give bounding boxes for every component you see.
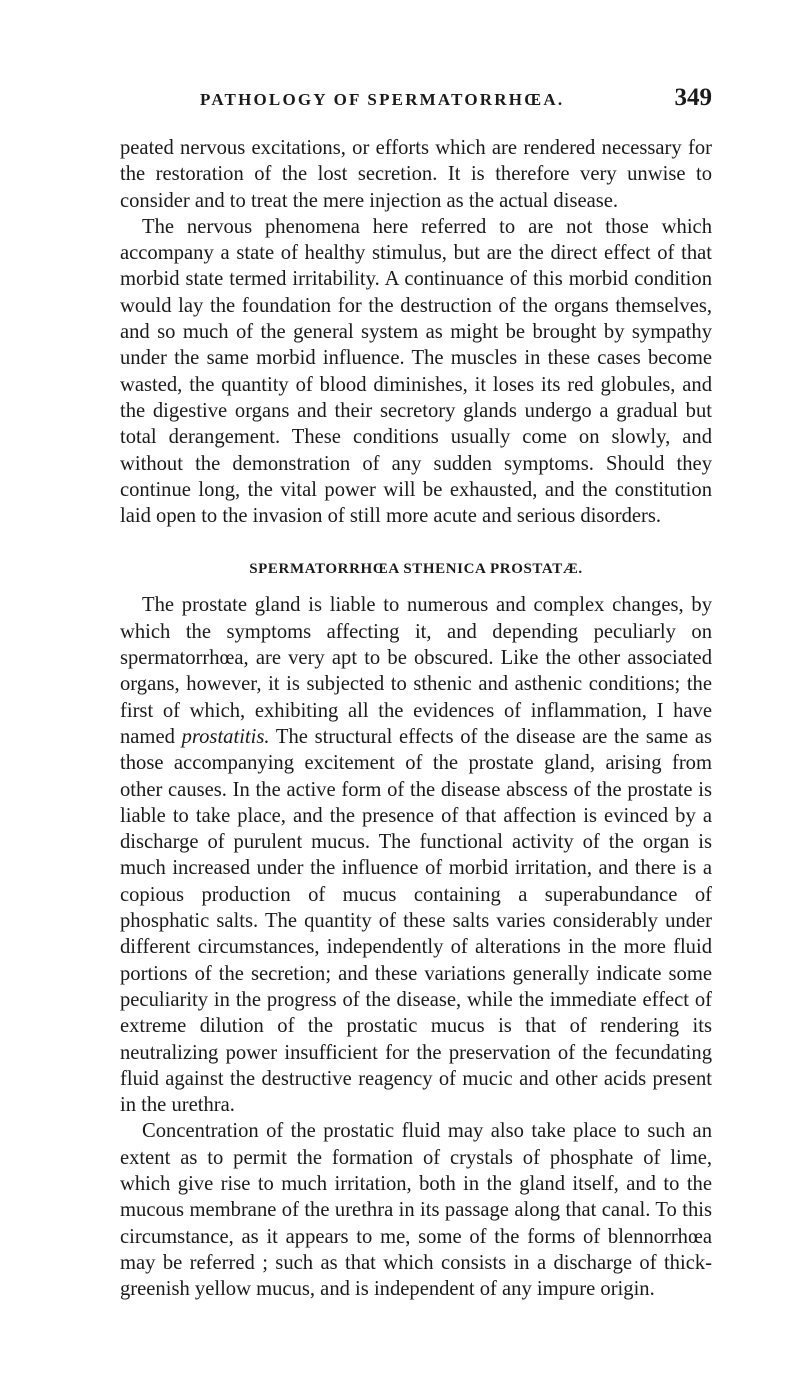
paragraph-concentration: Concentration of the prostatic fluid may also take place to such an extent as to permit the formation of crystals of phosphate of lime, which give rise to much irritation, both in the gland itself, and to the mucous membrane of the urethra in its passage along that canal. To this circumstance, as it appears to me, some of the forms of blennorrhœa may be referred ; such as that which consists in a discharge of thick-greenish yellow mucus, and is independent of any impure origin. [120,1120,712,1301]
paragraph-prostate-gland [120,592,712,1118]
paragraph-continued: peated nervous excitations, or efforts which are rendered necessary for the restoration of the lost secretion. It is therefore very unwise to consider and to treat the mere injection as the actual disease. [120,137,712,212]
page-header [120,84,712,114]
running-head: PATHOLOGY OF SPERMATORRHŒA. [200,90,565,109]
paragraph-text-after: The structural effects of the disease are the same as those accompanying excitement of the prostate gland, arising from other causes. In the active form of the disease abscess of the prostate is liable to take place, and the presence of that affection is evinced by a discharge of purulent mucus. The functional activity of the organ is much increased under the influence of morbid irritation, and there is a copious production of mucus containing a superabundance of phosphatic salts. The quantity of these salts varies considerably under different circumstances, independently of alterations in the more fluid portions of the secretion; and these variations generally indicate some peculiarity in the progress of the disease, while the immediate effect of extreme dilution of the prostatic mucus is that of rendering its neutralizing power insufficient for the preservation of the fecundating fluid against the destructive reagency of mucic and other acids present in the urethra. [120,725,712,1117]
section-heading: SPERMATORRHŒA STHENICA PROSTATÆ. [249,561,583,578]
body-text [120,135,712,1302]
term-prostatitis: prostatitis. [181,725,270,748]
page-number: 349 [674,84,712,111]
paragraph-nervous-phenomena: The nervous phenomena here referred to are not those which accompany a state of healthy stimulus, but are the direct effect of that morbid state termed irritability. A continuance of this morbid condition would lay the foundation for the destruction of the organs themselves, and so much of the general system as might be brought by sympathy under the same morbid influence. The muscles in these cases become wasted, the quantity of blood diminishes, it loses its red globules, and the digestive organs and their secretory glands undergo a gradual but total derangement. These conditions usually come on slowly, and without the demonstration of any sudden symptoms. Should they continue long, the vital power will be exhausted, and the constitution laid open to the invasion of still more acute and serious disorders. [120,215,712,528]
paragraph-text-before: The prostate gland is liable to numerous and complex changes, by which the symptoms affecting it, and depending peculiarly on spermatorrhœa, are very apt to be obscured. Like the other associated organs, however, it is subjected to sthenic and asthenic conditions; the first of which, exhibiting all the evidences of inflammation, I have named [120,594,712,748]
